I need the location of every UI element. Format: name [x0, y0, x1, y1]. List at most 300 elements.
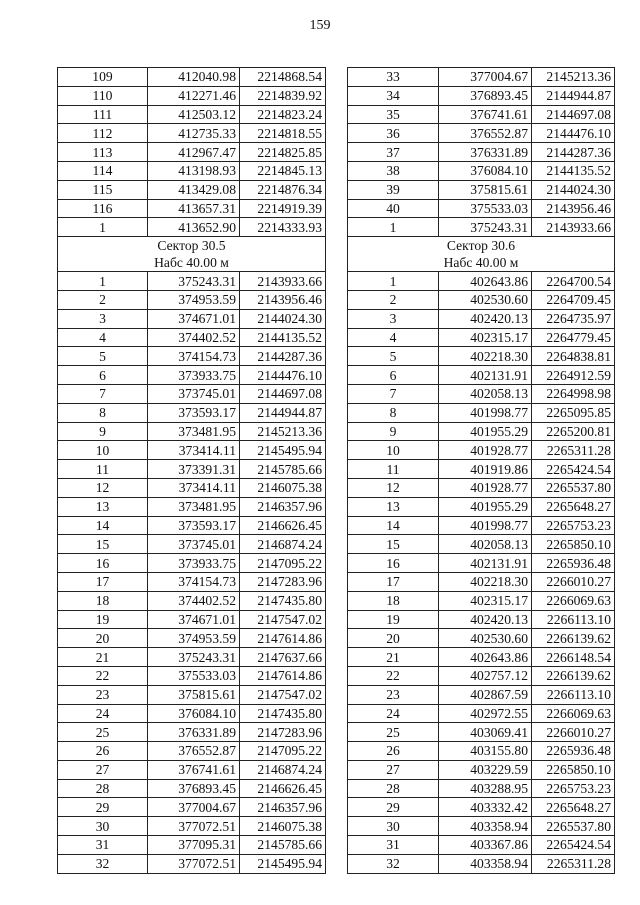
x-coordinate-cell: 412735.33: [148, 124, 240, 143]
x-coordinate-cell: 402420.13: [439, 610, 532, 629]
x-coordinate-cell: 412040.98: [148, 68, 240, 87]
table-row: [348, 666, 615, 685]
table-row: [348, 441, 615, 460]
x-coordinate-cell: 401955.29: [439, 497, 532, 516]
point-number-cell: 29: [348, 798, 439, 817]
table-row: [58, 403, 326, 422]
point-number-cell: 2: [348, 290, 439, 309]
y-coordinate-cell: 2147283.96: [240, 723, 326, 742]
y-coordinate-cell: 2264838.81: [532, 347, 615, 366]
point-number-cell: 27: [58, 760, 148, 779]
table-row: [348, 290, 615, 309]
y-coordinate-cell: 2264779.45: [532, 328, 615, 347]
y-coordinate-cell: 2266139.62: [532, 629, 615, 648]
point-number-cell: 25: [348, 723, 439, 742]
table-row: [58, 86, 326, 105]
point-number-cell: 110: [58, 86, 148, 105]
point-number-cell: 31: [348, 836, 439, 855]
y-coordinate-cell: 2147547.02: [240, 610, 326, 629]
y-coordinate-cell: 2266113.10: [532, 610, 615, 629]
point-number-cell: 115: [58, 180, 148, 199]
sector-header: [348, 237, 615, 272]
point-number-cell: 19: [348, 610, 439, 629]
point-number-cell: 39: [348, 180, 439, 199]
table-row: [58, 817, 326, 836]
table-row: [58, 384, 326, 403]
x-coordinate-cell: 373593.17: [148, 403, 240, 422]
point-number-cell: 20: [58, 629, 148, 648]
table-row: [58, 516, 326, 535]
point-number-cell: 24: [58, 704, 148, 723]
x-coordinate-cell: 373391.31: [148, 460, 240, 479]
x-coordinate-cell: 374402.52: [148, 328, 240, 347]
table-row: [58, 309, 326, 328]
table-row: [58, 836, 326, 855]
x-coordinate-cell: 374671.01: [148, 610, 240, 629]
y-coordinate-cell: 2265095.85: [532, 403, 615, 422]
y-coordinate-cell: 2265311.28: [532, 441, 615, 460]
point-number-cell: 10: [58, 441, 148, 460]
table-row: [58, 460, 326, 479]
table-row: [58, 685, 326, 704]
x-coordinate-cell: 402315.17: [439, 591, 532, 610]
point-number-cell: 17: [348, 572, 439, 591]
point-number-cell: 13: [348, 497, 439, 516]
table-row: [58, 591, 326, 610]
y-coordinate-cell: 2265753.23: [532, 516, 615, 535]
x-coordinate-cell: 373481.95: [148, 422, 240, 441]
point-number-cell: 7: [348, 384, 439, 403]
y-coordinate-cell: 2144476.10: [532, 124, 615, 143]
table-row: [348, 328, 615, 347]
y-coordinate-cell: 2265537.80: [532, 817, 615, 836]
y-coordinate-cell: 2264998.98: [532, 384, 615, 403]
point-number-cell: 1: [348, 218, 439, 237]
point-number-cell: 17: [58, 572, 148, 591]
sector-header-row: [58, 237, 326, 272]
table-row: [348, 629, 615, 648]
point-number-cell: 6: [348, 366, 439, 385]
table-row: [348, 68, 615, 87]
x-coordinate-cell: 373593.17: [148, 516, 240, 535]
x-coordinate-cell: 402530.60: [439, 629, 532, 648]
y-coordinate-cell: 2144287.36: [532, 143, 615, 162]
table-row: [348, 272, 615, 291]
table-row: [58, 347, 326, 366]
point-number-cell: 8: [348, 403, 439, 422]
y-coordinate-cell: 2147095.22: [240, 742, 326, 761]
point-number-cell: 23: [348, 685, 439, 704]
x-coordinate-cell: 403332.42: [439, 798, 532, 817]
y-coordinate-cell: 2265424.54: [532, 460, 615, 479]
y-coordinate-cell: 2144024.30: [532, 180, 615, 199]
table-row: [58, 199, 326, 218]
point-number-cell: 21: [348, 648, 439, 667]
x-coordinate-cell: 402420.13: [439, 309, 532, 328]
table-row: [348, 554, 615, 573]
point-number-cell: 8: [58, 403, 148, 422]
x-coordinate-cell: 402315.17: [439, 328, 532, 347]
x-coordinate-cell: 401998.77: [439, 516, 532, 535]
y-coordinate-cell: 2214823.24: [240, 105, 326, 124]
sector-title: Сектор 30.5: [157, 238, 226, 254]
table-row: [58, 68, 326, 87]
table-row: [348, 86, 615, 105]
x-coordinate-cell: 403155.80: [439, 742, 532, 761]
point-number-cell: 26: [348, 742, 439, 761]
table-row: [348, 591, 615, 610]
x-coordinate-cell: 401928.77: [439, 478, 532, 497]
x-coordinate-cell: 402643.86: [439, 648, 532, 667]
y-coordinate-cell: 2147435.80: [240, 704, 326, 723]
x-coordinate-cell: 374953.59: [148, 629, 240, 648]
y-coordinate-cell: 2147614.86: [240, 629, 326, 648]
x-coordinate-cell: 375815.61: [439, 180, 532, 199]
y-coordinate-cell: 2144135.52: [532, 161, 615, 180]
y-coordinate-cell: 2144135.52: [240, 328, 326, 347]
table-row: [348, 723, 615, 742]
table-row: [348, 760, 615, 779]
point-number-cell: 9: [58, 422, 148, 441]
point-number-cell: 1: [348, 272, 439, 291]
table-row: [58, 478, 326, 497]
table-row: [348, 817, 615, 836]
x-coordinate-cell: 403229.59: [439, 760, 532, 779]
x-coordinate-cell: 376084.10: [148, 704, 240, 723]
y-coordinate-cell: 2265850.10: [532, 535, 615, 554]
table-row: [58, 180, 326, 199]
x-coordinate-cell: 375243.31: [148, 648, 240, 667]
y-coordinate-cell: 2214825.85: [240, 143, 326, 162]
point-number-cell: 35: [348, 105, 439, 124]
y-coordinate-cell: 2147095.22: [240, 554, 326, 573]
coordinates-table-right: [347, 67, 615, 874]
point-number-cell: 22: [58, 666, 148, 685]
x-coordinate-cell: 412271.46: [148, 86, 240, 105]
y-coordinate-cell: 2266010.27: [532, 723, 615, 742]
point-number-cell: 20: [348, 629, 439, 648]
point-number-cell: 13: [58, 497, 148, 516]
x-coordinate-cell: 402058.13: [439, 384, 532, 403]
x-coordinate-cell: 403288.95: [439, 779, 532, 798]
point-number-cell: 33: [348, 68, 439, 87]
x-coordinate-cell: 373414.11: [148, 478, 240, 497]
table-row: [348, 309, 615, 328]
point-number-cell: 114: [58, 161, 148, 180]
table-row: [58, 629, 326, 648]
point-number-cell: 14: [58, 516, 148, 535]
table-row: [348, 478, 615, 497]
y-coordinate-cell: 2266148.54: [532, 648, 615, 667]
point-number-cell: 23: [58, 685, 148, 704]
x-coordinate-cell: 401928.77: [439, 441, 532, 460]
y-coordinate-cell: 2144697.08: [532, 105, 615, 124]
coordinates-table-left: [57, 67, 326, 874]
x-coordinate-cell: 376552.87: [439, 124, 532, 143]
y-coordinate-cell: 2144944.87: [532, 86, 615, 105]
point-number-cell: 19: [58, 610, 148, 629]
point-number-cell: 9: [348, 422, 439, 441]
x-coordinate-cell: 403358.94: [439, 854, 532, 873]
table-row: [58, 272, 326, 291]
y-coordinate-cell: 2214919.39: [240, 199, 326, 218]
y-coordinate-cell: 2145495.94: [240, 441, 326, 460]
y-coordinate-cell: 2147435.80: [240, 591, 326, 610]
point-number-cell: 28: [348, 779, 439, 798]
x-coordinate-cell: 377072.51: [148, 854, 240, 873]
point-number-cell: 26: [58, 742, 148, 761]
point-number-cell: 40: [348, 199, 439, 218]
y-coordinate-cell: 2214333.93: [240, 218, 326, 237]
point-number-cell: 12: [58, 478, 148, 497]
x-coordinate-cell: 401919.86: [439, 460, 532, 479]
point-number-cell: 18: [348, 591, 439, 610]
y-coordinate-cell: 2266069.63: [532, 704, 615, 723]
y-coordinate-cell: 2145213.36: [532, 68, 615, 87]
y-coordinate-cell: 2146626.45: [240, 779, 326, 798]
table-row: [58, 798, 326, 817]
x-coordinate-cell: 376552.87: [148, 742, 240, 761]
y-coordinate-cell: 2265537.80: [532, 478, 615, 497]
y-coordinate-cell: 2214845.13: [240, 161, 326, 180]
y-coordinate-cell: 2147614.86: [240, 666, 326, 685]
y-coordinate-cell: 2145495.94: [240, 854, 326, 873]
point-number-cell: 111: [58, 105, 148, 124]
table-row: [348, 516, 615, 535]
table-row: [58, 779, 326, 798]
table-row: [58, 328, 326, 347]
point-number-cell: 4: [348, 328, 439, 347]
table-row: [58, 648, 326, 667]
y-coordinate-cell: 2144697.08: [240, 384, 326, 403]
x-coordinate-cell: 402058.13: [439, 535, 532, 554]
point-number-cell: 3: [348, 309, 439, 328]
x-coordinate-cell: 376331.89: [148, 723, 240, 742]
point-number-cell: 24: [348, 704, 439, 723]
y-coordinate-cell: 2145785.66: [240, 836, 326, 855]
point-number-cell: 113: [58, 143, 148, 162]
x-coordinate-cell: 373933.75: [148, 366, 240, 385]
point-number-cell: 12: [348, 478, 439, 497]
x-coordinate-cell: 402218.30: [439, 347, 532, 366]
table-row: [348, 143, 615, 162]
x-coordinate-cell: 403069.41: [439, 723, 532, 742]
x-coordinate-cell: 374953.59: [148, 290, 240, 309]
x-coordinate-cell: 413429.08: [148, 180, 240, 199]
y-coordinate-cell: 2265311.28: [532, 854, 615, 873]
point-number-cell: 28: [58, 779, 148, 798]
table-row: [58, 610, 326, 629]
table-row: [348, 460, 615, 479]
x-coordinate-cell: 412503.12: [148, 105, 240, 124]
table-row: [348, 366, 615, 385]
point-number-cell: 18: [58, 591, 148, 610]
table-row: [348, 347, 615, 366]
x-coordinate-cell: 375533.03: [439, 199, 532, 218]
table-row: [348, 497, 615, 516]
point-number-cell: 116: [58, 199, 148, 218]
table-row: [348, 798, 615, 817]
table-row: [58, 760, 326, 779]
x-coordinate-cell: 373745.01: [148, 535, 240, 554]
y-coordinate-cell: 2144476.10: [240, 366, 326, 385]
y-coordinate-cell: 2147283.96: [240, 572, 326, 591]
table-row: [348, 180, 615, 199]
point-number-cell: 15: [348, 535, 439, 554]
y-coordinate-cell: 2264709.45: [532, 290, 615, 309]
point-number-cell: 36: [348, 124, 439, 143]
x-coordinate-cell: 376741.61: [439, 105, 532, 124]
y-coordinate-cell: 2264700.54: [532, 272, 615, 291]
point-number-cell: 38: [348, 161, 439, 180]
y-coordinate-cell: 2146874.24: [240, 535, 326, 554]
table-row: [58, 723, 326, 742]
y-coordinate-cell: 2264735.97: [532, 309, 615, 328]
sector-header-row: [348, 237, 615, 272]
point-number-cell: 31: [58, 836, 148, 855]
table-row: [348, 403, 615, 422]
table-row: [58, 290, 326, 309]
point-number-cell: 25: [58, 723, 148, 742]
x-coordinate-cell: 374671.01: [148, 309, 240, 328]
x-coordinate-cell: 403358.94: [439, 817, 532, 836]
table-row: [58, 143, 326, 162]
y-coordinate-cell: 2143956.46: [532, 199, 615, 218]
sector-title: Сектор 30.6: [446, 238, 516, 254]
point-number-cell: 37: [348, 143, 439, 162]
y-coordinate-cell: 2265200.81: [532, 422, 615, 441]
table-row: [348, 685, 615, 704]
table-row: [348, 836, 615, 855]
y-coordinate-cell: 2147637.66: [240, 648, 326, 667]
y-coordinate-cell: 2144024.30: [240, 309, 326, 328]
point-number-cell: 2: [58, 290, 148, 309]
sector-height: Набс 40.00 м: [154, 255, 229, 271]
point-number-cell: 29: [58, 798, 148, 817]
x-coordinate-cell: 375243.31: [439, 218, 532, 237]
x-coordinate-cell: 376893.45: [439, 86, 532, 105]
sector-header: [58, 237, 326, 272]
y-coordinate-cell: 2146626.45: [240, 516, 326, 535]
y-coordinate-cell: 2143956.46: [240, 290, 326, 309]
table-row: [348, 704, 615, 723]
table-row: [348, 199, 615, 218]
y-coordinate-cell: 2264912.59: [532, 366, 615, 385]
y-coordinate-cell: 2265850.10: [532, 760, 615, 779]
y-coordinate-cell: 2147547.02: [240, 685, 326, 704]
table-row: [348, 161, 615, 180]
table-row: [58, 666, 326, 685]
point-number-cell: 5: [58, 347, 148, 366]
x-coordinate-cell: 373745.01: [148, 384, 240, 403]
table-row: [58, 497, 326, 516]
table-row: [348, 105, 615, 124]
x-coordinate-cell: 413652.90: [148, 218, 240, 237]
y-coordinate-cell: 2146874.24: [240, 760, 326, 779]
y-coordinate-cell: 2143933.66: [240, 272, 326, 291]
point-number-cell: 109: [58, 68, 148, 87]
point-number-cell: 1: [58, 218, 148, 237]
y-coordinate-cell: 2265648.27: [532, 798, 615, 817]
table-row: [348, 742, 615, 761]
x-coordinate-cell: 377072.51: [148, 817, 240, 836]
point-number-cell: 5: [348, 347, 439, 366]
table-row: [58, 422, 326, 441]
table-row: [348, 384, 615, 403]
point-number-cell: 21: [58, 648, 148, 667]
table-row: [348, 422, 615, 441]
table-row: [58, 704, 326, 723]
x-coordinate-cell: 376084.10: [439, 161, 532, 180]
y-coordinate-cell: 2214818.55: [240, 124, 326, 143]
table-row: [58, 105, 326, 124]
point-number-cell: 30: [58, 817, 148, 836]
x-coordinate-cell: 402972.55: [439, 704, 532, 723]
y-coordinate-cell: 2146075.38: [240, 478, 326, 497]
table-row: [58, 554, 326, 573]
x-coordinate-cell: 373414.11: [148, 441, 240, 460]
y-coordinate-cell: 2146357.96: [240, 497, 326, 516]
x-coordinate-cell: 412967.47: [148, 143, 240, 162]
point-number-cell: 30: [348, 817, 439, 836]
y-coordinate-cell: 2266139.62: [532, 666, 615, 685]
x-coordinate-cell: 373481.95: [148, 497, 240, 516]
point-number-cell: 10: [348, 441, 439, 460]
y-coordinate-cell: 2145785.66: [240, 460, 326, 479]
y-coordinate-cell: 2144287.36: [240, 347, 326, 366]
y-coordinate-cell: 2265648.27: [532, 497, 615, 516]
point-number-cell: 14: [348, 516, 439, 535]
y-coordinate-cell: 2266010.27: [532, 572, 615, 591]
table-row: [58, 161, 326, 180]
x-coordinate-cell: 401998.77: [439, 403, 532, 422]
point-number-cell: 112: [58, 124, 148, 143]
y-coordinate-cell: 2144944.87: [240, 403, 326, 422]
point-number-cell: 15: [58, 535, 148, 554]
table-row: [58, 218, 326, 237]
point-number-cell: 7: [58, 384, 148, 403]
point-number-cell: 6: [58, 366, 148, 385]
x-coordinate-cell: 402643.86: [439, 272, 532, 291]
point-number-cell: 3: [58, 309, 148, 328]
y-coordinate-cell: 2214876.34: [240, 180, 326, 199]
point-number-cell: 22: [348, 666, 439, 685]
table-row: [58, 572, 326, 591]
y-coordinate-cell: 2214839.92: [240, 86, 326, 105]
point-number-cell: 27: [348, 760, 439, 779]
y-coordinate-cell: 2265753.23: [532, 779, 615, 798]
x-coordinate-cell: 376741.61: [148, 760, 240, 779]
point-number-cell: 32: [348, 854, 439, 873]
point-number-cell: 11: [348, 460, 439, 479]
point-number-cell: 16: [58, 554, 148, 573]
x-coordinate-cell: 373933.75: [148, 554, 240, 573]
y-coordinate-cell: 2265936.48: [532, 742, 615, 761]
x-coordinate-cell: 413198.93: [148, 161, 240, 180]
point-number-cell: 16: [348, 554, 439, 573]
x-coordinate-cell: 403367.86: [439, 836, 532, 855]
point-number-cell: 34: [348, 86, 439, 105]
x-coordinate-cell: 402867.59: [439, 685, 532, 704]
x-coordinate-cell: 402218.30: [439, 572, 532, 591]
point-number-cell: 11: [58, 460, 148, 479]
x-coordinate-cell: 376331.89: [439, 143, 532, 162]
table-row: [348, 535, 615, 554]
x-coordinate-cell: 402131.91: [439, 554, 532, 573]
table-row: [348, 648, 615, 667]
x-coordinate-cell: 374154.73: [148, 572, 240, 591]
x-coordinate-cell: 413657.31: [148, 199, 240, 218]
